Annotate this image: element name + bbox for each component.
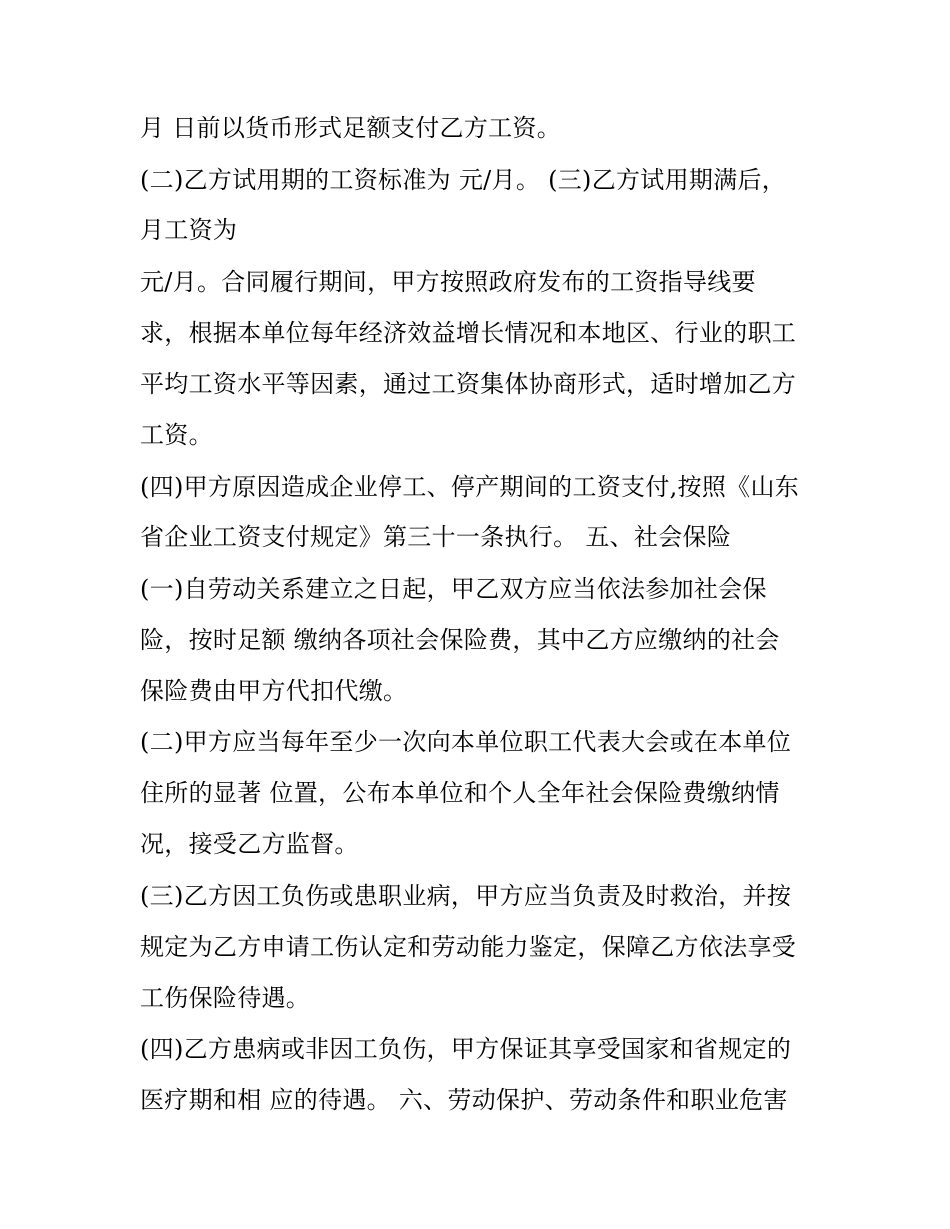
text-line: 住所的显著 位置，公布本单位和个人全年社会保险费缴纳情: [140, 779, 780, 807]
text-line: 月工资为: [140, 216, 238, 244]
text-line: 工伤保险待遇。: [140, 984, 311, 1012]
text-line: 平均工资水平等因素，通过工资集体协商形式，适时增加乙方: [140, 370, 797, 398]
text-line: (三)乙方因工负伤或患职业病，甲方应当负责及时救治，并按: [140, 882, 792, 910]
text-line: 规定为乙方申请工伤认定和劳动能力鉴定，保障乙方依法享受: [140, 933, 797, 961]
text-line: 工资。: [140, 421, 213, 449]
text-line: 求，根据本单位每年经济效益增长情况和本地区、行业的职工: [140, 319, 797, 347]
text-line: 省企业工资支付规定》第三十一条执行。 五、社会保险: [140, 523, 732, 551]
text-line: (二)甲方应当每年至少一次向本单位职工代表大会或在本单位: [140, 728, 792, 756]
text-line: (二)乙方试用期的工资标准为 元/月。 (三)乙方试用期满后，: [140, 166, 787, 194]
text-line: 险，按时足额 缴纳各项社会保险费，其中乙方应缴纳的社会: [140, 626, 780, 654]
text-line: 保险费由甲方代扣代缴。: [140, 677, 408, 705]
text-line: 况，接受乙方监督。: [140, 830, 359, 858]
text-line: (四)甲方原因造成企业停工、停产期间的工资支付,按照《山东: [140, 473, 800, 501]
text-line: 月 日前以货币形式足额支付乙方工资。: [140, 114, 562, 142]
text-line: 医疗期和相 应的待遇。 六、劳动保护、劳动条件和职业危害: [140, 1086, 788, 1114]
text-line: (四)乙方患病或非因工负伤，甲方保证其享受国家和省规定的: [140, 1035, 792, 1063]
text-line: 元/月。合同履行期间，甲方按照政府发布的工资指导线要: [140, 268, 756, 296]
text-line: (一)自劳动关系建立之日起，甲乙双方应当依法参加社会保: [140, 575, 767, 603]
